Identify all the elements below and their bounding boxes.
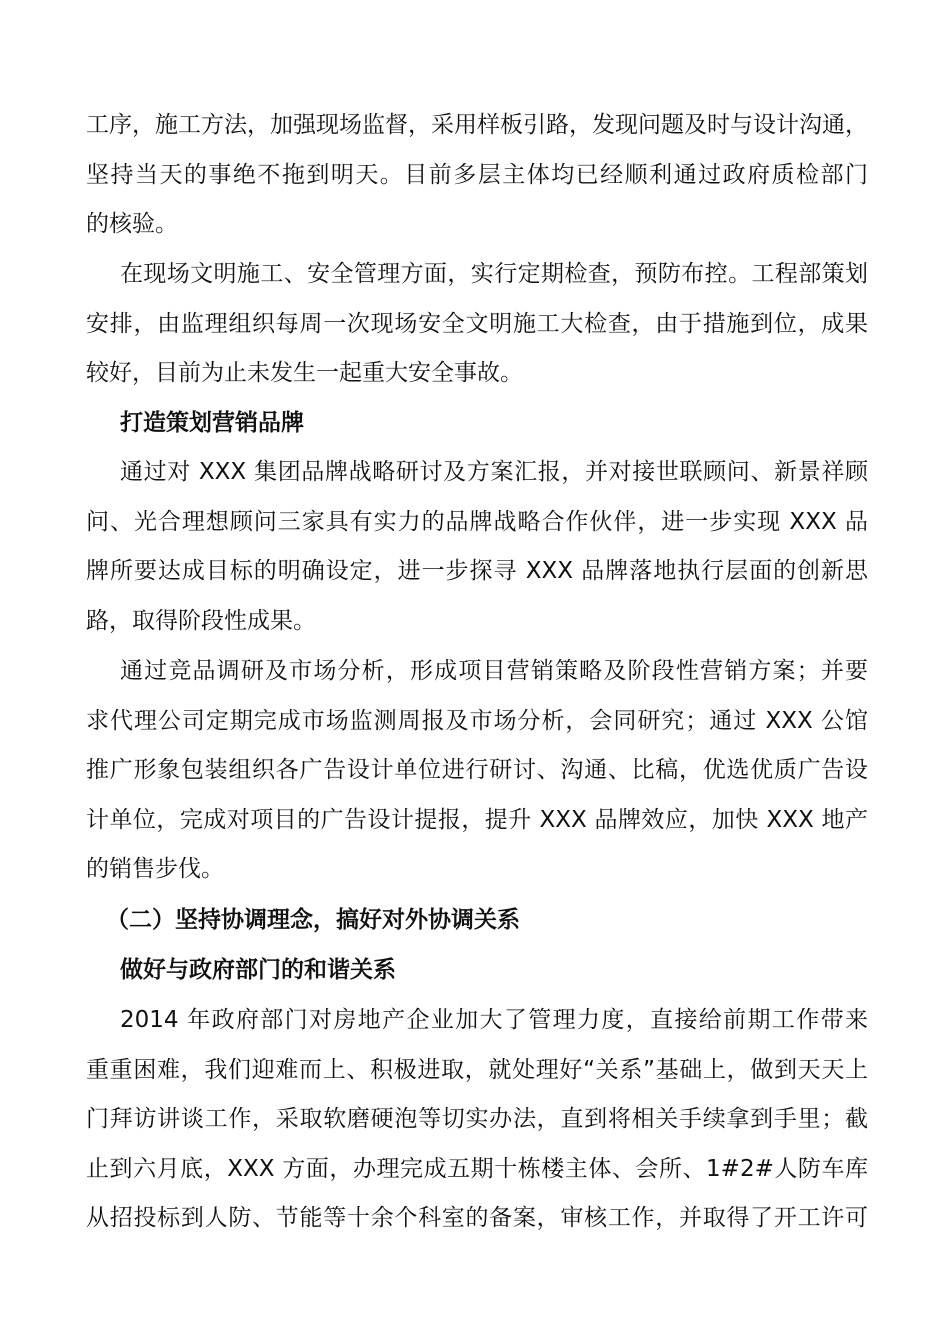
text-line: 较好，目前为止未发生一起重大安全事故。: [86, 360, 523, 386]
paragraph-brand-strategy: [86, 448, 868, 646]
section-heading-coordination: （二）坚持协调理念，搞好对外协调关系: [106, 907, 520, 933]
text-line: 通过竞品调研及市场分析，形成项目营销策略及阶段性营销方案；并要: [120, 658, 868, 684]
text-line: 2014 年政府部门对房地产企业加大了管理力度，直接给前期工作带来: [120, 1007, 868, 1033]
paragraph-government-relations: [86, 996, 868, 1244]
text-line: 路，取得阶段性成果。: [86, 607, 316, 634]
text-line: 工序，施工方法，加强现场监督，采用样板引路，发现问题及时与设计沟通，: [86, 112, 868, 138]
paragraph-marketing-strategy: [86, 647, 868, 895]
section-heading-branding: 打造策划营销品牌: [120, 410, 304, 436]
text-line: 牌所要达成目标的明确设定，进一步探寻 XXX 品牌落地执行层面的创新思: [86, 558, 868, 584]
text-line: 重重困难，我们迎难而上、积极进取，就处理好“关系”基础上，做到天天上: [86, 1056, 868, 1083]
text-line: 的销售步伐。: [86, 856, 224, 882]
text-line: 通过对 XXX 集团品牌战略研讨及方案汇报，并对接世联顾问、新景祥顾: [120, 459, 868, 485]
text-line: 安排，由监理组织每周一次现场安全文明施工大检查，由于措施到位，成果: [86, 310, 868, 337]
text-line: 在现场文明施工、安全管理方面，实行定期检查，预防布控。工程部策划: [120, 261, 868, 287]
text-line: 坚持当天的事绝不拖到明天。目前多层主体均已经顺利通过政府质检部门: [86, 161, 868, 188]
text-line: 求代理公司定期完成市场监测周报及市场分析，会同研究；通过 XXX 公馆: [86, 707, 868, 734]
text-line: 门拜访讲谈工作，采取软磨硬泡等切实办法，直到将相关手续拿到手里；截: [86, 1106, 868, 1132]
subsection-heading-government-relations: 做好与政府部门的和谐关系: [120, 957, 396, 983]
text-line: 止到六月底，XXX 方面，办理完成五期十栋楼主体、会所、1#2#人防车库: [86, 1155, 868, 1182]
paragraph-safety-management: [86, 250, 868, 399]
text-line: 推广形象包装组织各广告设计单位进行研讨、沟通、比稿，优选优质广告设: [86, 757, 868, 783]
text-line: 问、光合理想顾问三家具有实力的品牌战略合作伙伴，进一步实现 XXX 品: [86, 508, 868, 535]
paragraph-construction-process: [86, 101, 868, 250]
text-line: 的核验。: [86, 211, 178, 237]
text-line: 从招投标到人防、节能等十余个科室的备案，审核工作，并取得了开工许可: [86, 1205, 868, 1231]
text-line: 计单位，完成对项目的广告设计提报，提升 XXX 品牌效应，加快 XXX 地产: [86, 806, 868, 833]
